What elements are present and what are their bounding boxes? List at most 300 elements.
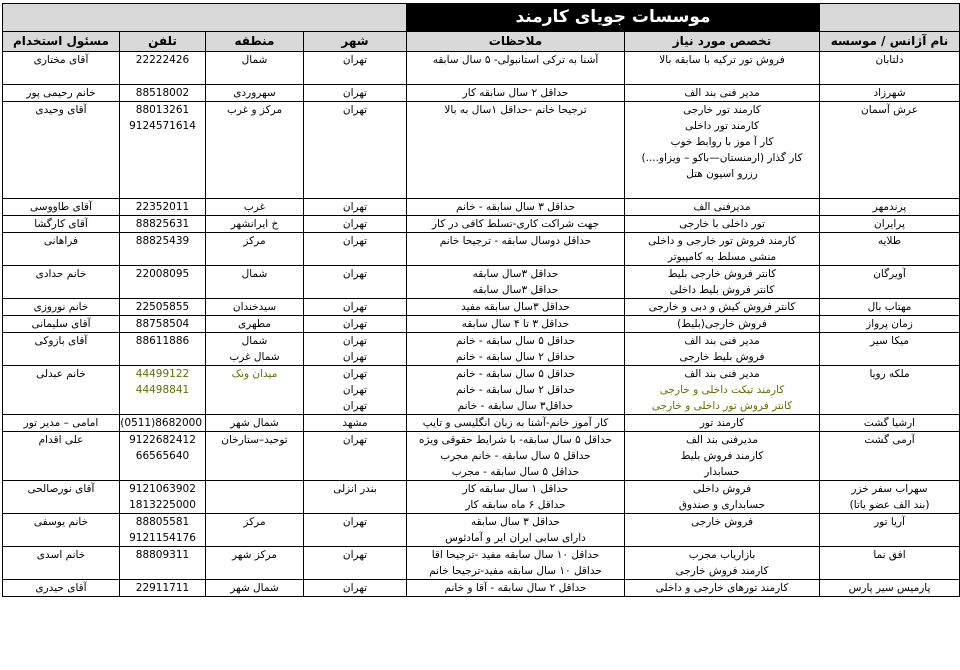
notes-line: حداقل ۲ سال سابقه - خانم xyxy=(455,351,576,363)
header-agency: نام آژانس / موسسه xyxy=(820,32,960,52)
phone-line: 44499122 xyxy=(135,368,190,380)
city-line: تهران xyxy=(342,335,368,347)
specialty-line: منشی مسلط به کامپیوتر xyxy=(667,251,777,263)
cell-city xyxy=(304,580,407,597)
cell-phone xyxy=(120,85,206,102)
table-row xyxy=(3,266,960,299)
title-row xyxy=(3,4,960,32)
specialty-line: کانتر فروش تور داخلی و خارجی xyxy=(651,400,793,412)
cell-specialty xyxy=(625,514,820,547)
specialty-line: مدیر فنی بند الف xyxy=(684,87,760,99)
cell-notes xyxy=(407,266,625,299)
specialty-line: کارمند تور خارجی xyxy=(683,104,761,116)
cell-region xyxy=(206,52,304,85)
cell-region xyxy=(206,266,304,299)
table-row xyxy=(3,102,960,199)
job-listing-sheet xyxy=(2,3,959,597)
cell-contact xyxy=(3,199,120,216)
cell-specialty xyxy=(625,333,820,366)
cell-phone xyxy=(120,415,206,432)
cell-phone xyxy=(120,199,206,216)
cell-city xyxy=(304,514,407,547)
cell-notes xyxy=(407,432,625,481)
phone-line: 88611886 xyxy=(135,335,190,347)
cell-region xyxy=(206,366,304,415)
phone-line: 22505855 xyxy=(135,301,190,313)
notes-line: ترجیحا خانم -حداقل ۱سال به بالا xyxy=(444,104,587,116)
phone-line: 88805581 xyxy=(135,516,190,528)
cell-specialty xyxy=(625,102,820,199)
region-line: شمال شهر xyxy=(230,582,279,594)
notes-line: حداقل ۵ سال سابقه - خانم xyxy=(455,335,576,347)
cell-specialty xyxy=(625,199,820,216)
notes-line: حداقل ۵ سال سابقه - خانم xyxy=(455,368,576,380)
specialty-line: حسابداری و صندوق xyxy=(678,499,766,511)
table-body xyxy=(3,52,960,597)
specialty-line: کارمند فروش تور خارجی و داخلی xyxy=(648,235,796,247)
cell-notes xyxy=(407,102,625,199)
city-line: بندر انزلی xyxy=(333,483,377,495)
cell-city xyxy=(304,316,407,333)
table-row xyxy=(3,481,960,514)
agency-line: پارمیس سیر پارس xyxy=(848,582,931,594)
cell-region xyxy=(206,432,304,481)
contact-line: خانم اسدی xyxy=(36,549,86,561)
phone-line: 88809311 xyxy=(135,549,190,561)
contact-line: خانم حدادی xyxy=(35,268,87,280)
cell-agency xyxy=(820,432,960,481)
city-line: تهران xyxy=(342,87,368,99)
specialty-line: مدیر فنی بند الف xyxy=(684,368,760,380)
city-line: تهران xyxy=(342,400,368,412)
notes-line: حداقل ۱۰ سال سابقه مفید-ترجیحا خانم xyxy=(429,565,602,577)
specialty-line: کانتر فروش بلیط داخلی xyxy=(669,284,775,296)
cell-phone xyxy=(120,266,206,299)
cell-city xyxy=(304,233,407,266)
cell-notes xyxy=(407,199,625,216)
cell-contact xyxy=(3,299,120,316)
cell-notes xyxy=(407,547,625,580)
cell-city xyxy=(304,547,407,580)
cell-phone xyxy=(120,216,206,233)
cell-phone xyxy=(120,514,206,547)
agency-line: آویرگان xyxy=(873,268,906,280)
specialty-line: کارمند تور xyxy=(699,417,745,429)
cell-notes xyxy=(407,299,625,316)
cell-phone xyxy=(120,233,206,266)
notes-line: جهت شراکت کاری-تسلط کافی در کار xyxy=(431,218,600,230)
region-line: خ ایرانشهر xyxy=(230,218,279,230)
specialty-line: کار گذار (ارمنستان—باکو – ویزاو....) xyxy=(641,152,803,164)
specialty-line: حسابدار xyxy=(704,466,740,478)
cell-contact xyxy=(3,415,120,432)
header-contact: مسئول استخدام xyxy=(3,32,120,52)
contact-line: فراهانی xyxy=(43,235,79,247)
cell-region xyxy=(206,199,304,216)
contact-line: علی اقدام xyxy=(38,434,84,446)
city-line: تهران xyxy=(342,268,368,280)
cell-phone xyxy=(120,299,206,316)
cell-phone xyxy=(120,102,206,199)
city-line: تهران xyxy=(342,301,368,313)
contact-line: خانم یوسفی xyxy=(33,516,89,528)
notes-line: حداقل دوسال سابقه - ترجیحا خانم xyxy=(439,235,592,247)
cell-notes xyxy=(407,333,625,366)
contact-line: آقای وحیدی xyxy=(35,104,87,116)
agency-line: افق نما xyxy=(873,549,906,561)
cell-contact xyxy=(3,432,120,481)
cell-region xyxy=(206,85,304,102)
cell-contact xyxy=(3,233,120,266)
header-phone: تلفن xyxy=(120,32,206,52)
contact-line: آقای بازوکی xyxy=(34,335,88,347)
specialty-line: مدیرفنی الف xyxy=(693,201,751,213)
city-line: مشهد xyxy=(342,417,368,429)
cell-contact xyxy=(3,52,120,85)
table-row xyxy=(3,299,960,316)
region-line: مرکز xyxy=(243,235,266,247)
cell-specialty xyxy=(625,299,820,316)
cell-agency xyxy=(820,316,960,333)
cell-agency xyxy=(820,580,960,597)
cell-contact xyxy=(3,580,120,597)
notes-line: آشنا به ترکی استانبولی- ۵ سال سابقه xyxy=(432,54,599,66)
cell-region xyxy=(206,233,304,266)
cell-notes xyxy=(407,316,625,333)
specialty-line: کارمند فروش خارجی xyxy=(675,565,769,577)
city-line: تهران xyxy=(342,104,368,116)
region-line: شمال شهر xyxy=(230,417,279,429)
contact-line: آقای سلیمانی xyxy=(31,318,91,330)
cell-phone xyxy=(120,580,206,597)
city-line: تهران xyxy=(342,54,368,66)
specialty-line: مدیر فنی بند الف xyxy=(684,335,760,347)
phone-line: 9121154176 xyxy=(129,532,196,544)
city-line: تهران xyxy=(342,368,368,380)
city-line: تهران xyxy=(342,384,368,396)
cell-contact xyxy=(3,547,120,580)
header-city: شهر xyxy=(304,32,407,52)
notes-line: حداقل ۳سال سابقه xyxy=(472,268,559,280)
cell-city xyxy=(304,85,407,102)
cell-contact xyxy=(3,216,120,233)
cell-notes xyxy=(407,52,625,85)
cell-region xyxy=(206,547,304,580)
cell-agency xyxy=(820,514,960,547)
notes-line: کار آموز خانم-آشنا به زبان انگلیسی و تایپ xyxy=(422,417,609,429)
contact-line: آقای حیدری xyxy=(35,582,87,594)
cell-contact xyxy=(3,316,120,333)
region-line: سهروردی xyxy=(233,87,276,99)
cell-agency xyxy=(820,233,960,266)
cell-notes xyxy=(407,85,625,102)
cell-city xyxy=(304,366,407,415)
agency-line: ملکه رویا xyxy=(869,368,910,380)
cell-specialty xyxy=(625,366,820,415)
contact-line: خانم عبدلی xyxy=(36,368,86,380)
city-line: تهران xyxy=(342,218,368,230)
cell-agency xyxy=(820,266,960,299)
specialty-line: کارمند فروش بلیط xyxy=(680,450,764,462)
notes-line: حداقل ۳ سال سابقه xyxy=(470,516,561,528)
agency-line: دلتابان xyxy=(875,54,904,66)
cell-region xyxy=(206,580,304,597)
agency-line: سهراب سفر خزر xyxy=(851,483,928,495)
table-row xyxy=(3,52,960,85)
cell-contact xyxy=(3,266,120,299)
city-line: تهران xyxy=(342,201,368,213)
cell-contact xyxy=(3,85,120,102)
region-line: سیدخندان xyxy=(232,301,277,313)
region-line: شمال xyxy=(241,335,268,347)
cell-phone xyxy=(120,52,206,85)
table-row xyxy=(3,216,960,233)
phone-line: 22352011 xyxy=(135,201,190,213)
agency-line: طلایه xyxy=(877,235,902,247)
job-listing-table xyxy=(2,3,960,597)
phone-line: 88825439 xyxy=(135,235,190,247)
cell-contact xyxy=(3,514,120,547)
cell-specialty xyxy=(625,233,820,266)
specialty-line: رزرو اسیون هتل xyxy=(686,168,758,180)
table-row xyxy=(3,514,960,547)
city-line: تهران xyxy=(342,235,368,247)
phone-line: 1813225000 xyxy=(129,499,196,511)
phone-line: 9121063902 xyxy=(129,483,196,495)
contact-line: آقای طاووسی xyxy=(30,201,92,213)
notes-line: حداقل ۵ سال سابقه- با شرایط حقوقی ویژه xyxy=(419,434,612,446)
specialty-line: تور داخلی با خارجی xyxy=(679,218,765,230)
cell-city xyxy=(304,432,407,481)
cell-contact xyxy=(3,481,120,514)
title-blank-cell xyxy=(3,4,407,32)
contact-line: آقای نورصالحی xyxy=(27,483,95,495)
header-row xyxy=(3,32,960,52)
header-notes: ملاحظات xyxy=(407,32,625,52)
cell-notes xyxy=(407,216,625,233)
specialty-line: فروش خارجی(بلیط) xyxy=(677,318,767,330)
cell-specialty xyxy=(625,316,820,333)
sheet-title: موسسات جویای کارمند xyxy=(407,4,820,32)
contact-line: امامی – مدیر تور xyxy=(23,417,99,429)
cell-city xyxy=(304,266,407,299)
specialty-line: فروش تور ترکیه با سابقه بالا xyxy=(659,54,785,66)
cell-specialty xyxy=(625,266,820,299)
cell-contact xyxy=(3,102,120,199)
table-row xyxy=(3,199,960,216)
cell-notes xyxy=(407,233,625,266)
phone-line: 88518002 xyxy=(135,87,190,99)
cell-city xyxy=(304,415,407,432)
region-line: غرب xyxy=(243,201,266,213)
cell-notes xyxy=(407,481,625,514)
cell-region xyxy=(206,216,304,233)
specialty-line: کارمند تور داخلی xyxy=(685,120,759,132)
cell-specialty xyxy=(625,52,820,85)
table-row xyxy=(3,547,960,580)
notes-line: حداقل ۵ سال سابقه - خانم مجرب xyxy=(440,450,591,462)
header-region: منطقه xyxy=(206,32,304,52)
specialty-line: کانتر فروش کیش و دبی و خارجی xyxy=(648,301,796,313)
region-line: مرکز و غرب xyxy=(226,104,283,116)
cell-notes xyxy=(407,366,625,415)
cell-region xyxy=(206,415,304,432)
city-line: تهران xyxy=(342,582,368,594)
cell-region xyxy=(206,102,304,199)
cell-phone xyxy=(120,366,206,415)
cell-agency xyxy=(820,366,960,415)
phone-line: 9122682412 xyxy=(129,434,196,446)
cell-city xyxy=(304,299,407,316)
cell-notes xyxy=(407,580,625,597)
notes-line: حداقل ۳سال سابقه مفید xyxy=(461,301,570,313)
cell-agency xyxy=(820,216,960,233)
agency-line: ارشیا گشت xyxy=(863,417,916,429)
specialty-line: کارمند تیکت داخلی و خارجی xyxy=(659,384,785,396)
cell-phone xyxy=(120,333,206,366)
contact-line: آقای مختاری xyxy=(33,54,89,66)
header-specialty: تخصص مورد نیاز xyxy=(625,32,820,52)
cell-agency xyxy=(820,299,960,316)
notes-line: حداقل ۲ سال سابقه - آقا و خانم xyxy=(444,582,587,594)
cell-agency xyxy=(820,199,960,216)
notes-line: حداقل ۲ سال سابقه - خانم xyxy=(455,384,576,396)
agency-line: آرمی گشت xyxy=(864,434,915,446)
region-line: میدان ونک xyxy=(231,368,278,380)
cell-agency xyxy=(820,333,960,366)
agency-line: پرندمهر xyxy=(872,201,907,213)
cell-agency xyxy=(820,102,960,199)
title-blank-cell xyxy=(820,4,960,32)
region-line: شمال غرب xyxy=(229,351,280,363)
specialty-line: کانتر فروش خارجی بلیط xyxy=(667,268,777,280)
phone-line: 88825631 xyxy=(135,218,190,230)
cell-specialty xyxy=(625,216,820,233)
table-row xyxy=(3,316,960,333)
cell-city xyxy=(304,199,407,216)
phone-line: 8682000(0511) xyxy=(120,417,202,429)
phone-line: 22222426 xyxy=(135,54,190,66)
phone-line: 66565640 xyxy=(135,450,190,462)
cell-region xyxy=(206,316,304,333)
cell-agency xyxy=(820,52,960,85)
region-line: مطهری xyxy=(237,318,272,330)
cell-city xyxy=(304,333,407,366)
table-row xyxy=(3,233,960,266)
region-line: شمال xyxy=(241,268,268,280)
cell-city xyxy=(304,102,407,199)
phone-line: 44498841 xyxy=(135,384,190,396)
contact-line: خانم نوروزی xyxy=(33,301,89,313)
cell-region xyxy=(206,333,304,366)
notes-line: حداقل ۵ سال سابقه - مجرب xyxy=(451,466,580,478)
region-line: مرکز xyxy=(243,516,266,528)
notes-line: حداقل ۱۰ سال سابقه مفید -ترجیحا اقا xyxy=(431,549,600,561)
table-row xyxy=(3,415,960,432)
city-line: تهران xyxy=(342,549,368,561)
agency-line: عرش آسمان xyxy=(861,104,918,116)
cell-specialty xyxy=(625,481,820,514)
notes-line: حداقل ۳ تا ۴ سال سابقه xyxy=(461,318,570,330)
contact-line: خانم رحیمی پور xyxy=(26,87,96,99)
cell-region xyxy=(206,299,304,316)
specialty-line: فروش داخلی xyxy=(692,483,752,495)
cell-specialty xyxy=(625,580,820,597)
cell-city xyxy=(304,481,407,514)
specialty-line: کار آ موز با روابط خوب xyxy=(670,136,774,148)
agency-line: زمان پرواز xyxy=(866,318,913,330)
cell-agency xyxy=(820,85,960,102)
table-row xyxy=(3,366,960,415)
agency-line: میکا سیر xyxy=(870,335,909,347)
specialty-line: فروش خارجی xyxy=(690,516,754,528)
cell-notes xyxy=(407,415,625,432)
agency-line: مهتاب بال xyxy=(867,301,912,313)
phone-line: 88013261 xyxy=(135,104,190,116)
phone-line: 22911711 xyxy=(135,582,190,594)
cell-specialty xyxy=(625,432,820,481)
phone-line: 22008095 xyxy=(135,268,190,280)
cell-specialty xyxy=(625,415,820,432)
notes-line: حداقل۳ سال سابقه - خانم xyxy=(457,400,574,412)
cell-agency xyxy=(820,415,960,432)
notes-line: حداقل ۱ سال سابقه کار xyxy=(462,483,569,495)
cell-phone xyxy=(120,432,206,481)
phone-line: 9124571614 xyxy=(129,120,196,132)
cell-region xyxy=(206,514,304,547)
city-line: تهران xyxy=(342,351,368,363)
cell-agency xyxy=(820,547,960,580)
cell-phone xyxy=(120,547,206,580)
contact-line: آقای کارگشا xyxy=(34,218,88,230)
city-line: تهران xyxy=(342,318,368,330)
phone-line: 88758504 xyxy=(135,318,190,330)
cell-city xyxy=(304,216,407,233)
cell-notes xyxy=(407,514,625,547)
agency-line: آریا تور xyxy=(874,516,905,528)
notes-line: حداقل ۳سال سابقه xyxy=(472,284,559,296)
cell-specialty xyxy=(625,547,820,580)
city-line: تهران xyxy=(342,434,368,446)
specialty-line: بازاریاب مجرب xyxy=(688,549,756,561)
table-row xyxy=(3,432,960,481)
cell-phone xyxy=(120,316,206,333)
cell-city xyxy=(304,52,407,85)
agency-line: (بند الف عضو یاتا) xyxy=(849,499,930,511)
cell-agency xyxy=(820,481,960,514)
agency-line: شهرزاد xyxy=(873,87,906,99)
region-line: توحید–ستارخان xyxy=(221,434,288,446)
specialty-line: مدیرفنی بند الف xyxy=(685,434,759,446)
notes-line: دارای سابی ایران ایر و آمادئوس xyxy=(445,532,586,544)
cell-region xyxy=(206,481,304,514)
table-row xyxy=(3,580,960,597)
table-row xyxy=(3,85,960,102)
cell-phone xyxy=(120,481,206,514)
notes-line: حداقل ۳ سال سابقه - خانم xyxy=(455,201,576,213)
agency-line: پرایران xyxy=(874,218,905,230)
specialty-line: فروش بلیط خارجی xyxy=(679,351,765,363)
region-line: مرکز شهر xyxy=(232,549,277,561)
cell-contact xyxy=(3,333,120,366)
cell-specialty xyxy=(625,85,820,102)
city-line: تهران xyxy=(342,516,368,528)
specialty-line: کارمند تورهای خارجی و داخلی xyxy=(655,582,789,594)
notes-line: حداقل ۶ ماه سابقه کار xyxy=(465,499,566,511)
notes-line: حداقل ۲ سال سابقه کار xyxy=(462,87,569,99)
region-line: شمال xyxy=(241,54,268,66)
cell-contact xyxy=(3,366,120,415)
